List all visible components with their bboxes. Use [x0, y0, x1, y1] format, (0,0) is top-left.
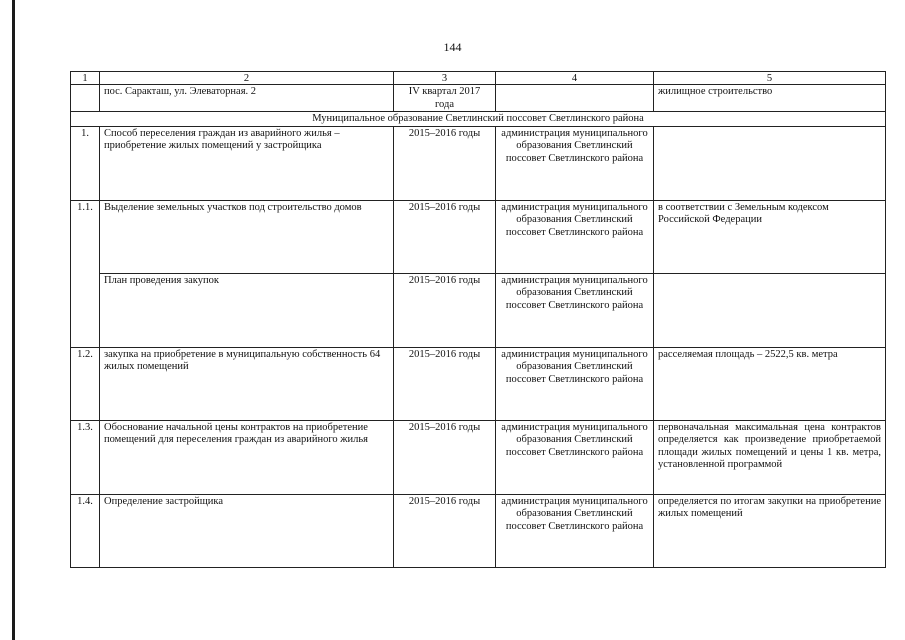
executor-cell: администрация муниципального образования Светлинский поссовет Светлинского района	[496, 494, 654, 567]
address-cell: пос. Саракташ, ул. Элеваторная. 2	[100, 85, 394, 112]
task-cell: Способ переселения граждан из аварийного жилья – приобретение жилых помещений у застройщика	[100, 126, 394, 200]
period-cell: 2015–2016 годы	[394, 347, 496, 420]
section-row	[71, 112, 886, 127]
period-cell: 2015–2016 годы	[394, 494, 496, 567]
header-col-4: 4	[496, 72, 654, 85]
executor-cell: администрация муниципального образования Светлинский поссовет Светлинского района	[496, 273, 654, 347]
section-title: Муниципальное образование Светлинский поссовет Светлинского района	[71, 112, 886, 127]
executor-cell: администрация муниципального образования Светлинский поссовет Светлинского района	[496, 347, 654, 420]
period-cell: 2015–2016 годы	[394, 200, 496, 273]
executor-cell: администрация муниципального образования Светлинский поссовет Светлинского района	[496, 420, 654, 494]
table-header-row	[71, 72, 886, 85]
task-cell: Выделение земельных участков под строительство домов	[100, 200, 394, 273]
row-number: 1.4.	[71, 494, 100, 567]
table-row	[71, 494, 886, 567]
note-cell: расселяемая площадь – 2522,5 кв. метра	[654, 347, 886, 420]
period-cell: IV квартал 2017 года	[394, 85, 496, 112]
row-number	[71, 85, 100, 112]
row-number: 1.	[71, 126, 100, 200]
header-col-5: 5	[654, 72, 886, 85]
table-row	[71, 126, 886, 200]
note-cell: жилищное строительство	[654, 85, 886, 112]
note-cell	[654, 126, 886, 200]
scan-border-line	[12, 0, 15, 640]
executor-cell	[496, 85, 654, 112]
note-cell: в соответствии с Земельным кодексом Российской Федерации	[654, 200, 886, 273]
note-cell: первоначальная максимальная цена контрактов определяется как произведение приобретаемой площади жилых помещений и цены 1 кв. метра, установленной программой	[654, 420, 886, 494]
row-number: 1.2.	[71, 347, 100, 420]
row-number: 1.3.	[71, 420, 100, 494]
table-row	[71, 273, 886, 347]
table-row	[71, 347, 886, 420]
note-cell: определяется по итогам закупки на приобретение жилых помещений	[654, 494, 886, 567]
page-number: 144	[443, 40, 462, 54]
executor-cell: администрация муниципального образования Светлинский поссовет Светлинского района	[496, 200, 654, 273]
row-number: 1.1.	[71, 200, 100, 347]
header-col-1: 1	[71, 72, 100, 85]
task-cell: закупка на приобретение в муниципальную собственность 64 жилых помещений	[100, 347, 394, 420]
measures-table	[70, 71, 886, 568]
period-cell: 2015–2016 годы	[394, 420, 496, 494]
period-cell: 2015–2016 годы	[394, 126, 496, 200]
header-col-2: 2	[100, 72, 394, 85]
header-col-3: 3	[394, 72, 496, 85]
period-cell: 2015–2016 годы	[394, 273, 496, 347]
task-cell: Определение застройщика	[100, 494, 394, 567]
note-cell	[654, 273, 886, 347]
table-row	[71, 85, 886, 112]
table-row	[71, 420, 886, 494]
task-cell: Обоснование начальной цены контрактов на приобретение помещений для переселения граждан из аварийного жилья	[100, 420, 394, 494]
task-cell: План проведения закупок	[100, 273, 394, 347]
executor-cell: администрация муниципального образования Светлинский поссовет Светлинского района	[496, 126, 654, 200]
table-row	[71, 200, 886, 273]
